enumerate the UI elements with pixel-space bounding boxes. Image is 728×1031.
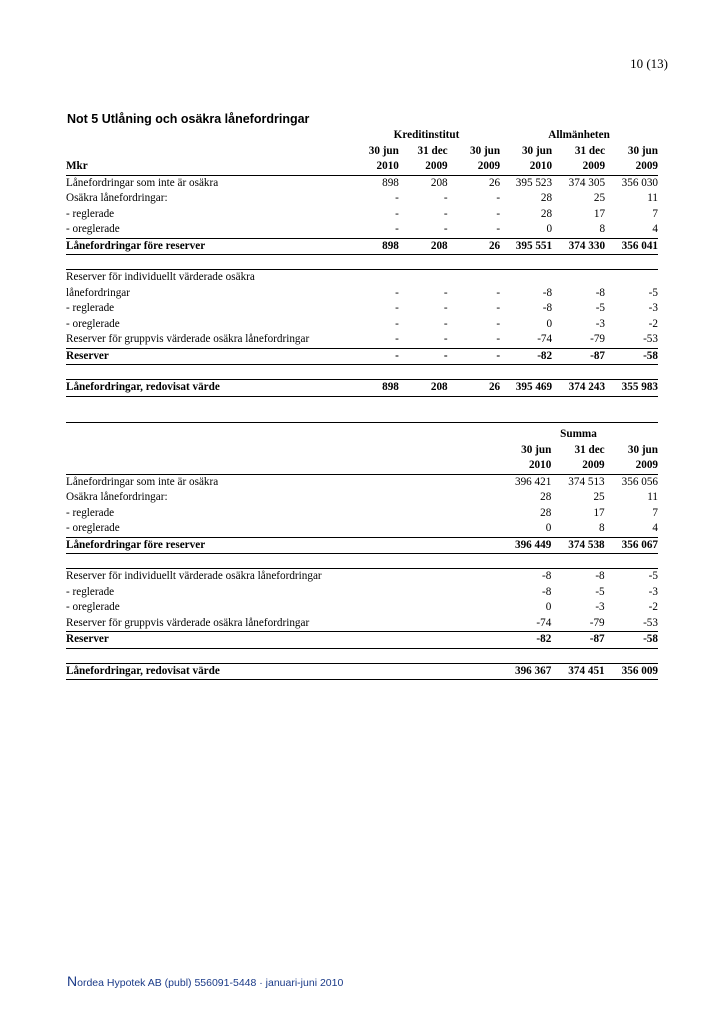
cell: 28 bbox=[540, 192, 553, 204]
footer-initial: N bbox=[67, 973, 78, 989]
cell: -79 bbox=[589, 616, 605, 629]
cell: 356 056 bbox=[621, 475, 658, 488]
cell: 8 bbox=[599, 522, 605, 534]
table-row bbox=[66, 600, 658, 616]
unit-label: Mkr bbox=[66, 159, 353, 175]
year-header-row bbox=[66, 159, 658, 175]
cell: - bbox=[448, 348, 500, 365]
month-header: 30 jun bbox=[469, 144, 501, 157]
cell: -58 bbox=[605, 348, 658, 365]
cell: 7 bbox=[652, 207, 658, 220]
cell: 396 421 bbox=[514, 475, 552, 488]
cell: - bbox=[395, 192, 399, 204]
cell: 28 bbox=[540, 506, 552, 519]
row-label: Lånefordringar före reserver bbox=[66, 537, 499, 554]
cell: 396 449 bbox=[499, 537, 551, 554]
group-allmanheten: Allmänheten bbox=[548, 129, 610, 141]
cell: - bbox=[443, 302, 448, 314]
year-header: 2009 bbox=[552, 159, 605, 175]
year-header: 2009 bbox=[605, 458, 658, 474]
cell: 395 523 bbox=[515, 176, 553, 189]
cell: 374 538 bbox=[551, 537, 604, 554]
table-row bbox=[66, 207, 658, 223]
cell: 17 bbox=[593, 506, 605, 519]
cell: - bbox=[443, 207, 448, 220]
note-title: Not 5 Utlåning och osäkra lånefordringar bbox=[67, 112, 310, 126]
table-row bbox=[66, 474, 658, 490]
year-header: 2010 bbox=[353, 159, 399, 175]
row-label: Lånefordringar, redovisat värde bbox=[66, 380, 353, 397]
cell: -87 bbox=[551, 632, 604, 649]
cell: - bbox=[395, 302, 399, 314]
month-header: 30 jun bbox=[521, 443, 552, 456]
row-label: - reglerade bbox=[66, 585, 115, 598]
row-label: Reserver bbox=[66, 632, 499, 649]
cell: -2 bbox=[648, 601, 658, 613]
month-header: 30 jun bbox=[627, 144, 658, 157]
cell: -87 bbox=[552, 348, 605, 365]
cell: -58 bbox=[605, 632, 658, 649]
group-header-row bbox=[66, 427, 658, 443]
cell: 26 bbox=[488, 176, 501, 189]
row-label: Reserver bbox=[66, 348, 353, 365]
row-label: Osäkra lånefordringar: bbox=[66, 491, 168, 503]
total-row bbox=[66, 663, 658, 680]
spacer-row bbox=[66, 648, 658, 663]
cell: - bbox=[353, 348, 399, 365]
table-row bbox=[66, 301, 658, 317]
cell: - bbox=[395, 223, 399, 235]
month-header: 31 dec bbox=[574, 144, 606, 157]
cell: -5 bbox=[595, 302, 606, 314]
table-row bbox=[66, 286, 658, 302]
loans-table-2 bbox=[66, 422, 658, 680]
cell: 26 bbox=[448, 380, 500, 397]
row-label: - oreglerade bbox=[66, 223, 120, 235]
table-row bbox=[66, 490, 658, 506]
cell: 356 041 bbox=[605, 238, 658, 255]
month-header: 31 dec bbox=[574, 443, 605, 456]
cell: - bbox=[395, 333, 399, 345]
table-row bbox=[66, 317, 658, 333]
table-row bbox=[66, 521, 658, 537]
subtotal-row bbox=[66, 348, 658, 365]
cell: -3 bbox=[595, 317, 606, 330]
cell: 8 bbox=[599, 223, 606, 235]
row-label: - reglerade bbox=[66, 207, 115, 220]
cell: 25 bbox=[593, 491, 605, 503]
cell: - bbox=[443, 192, 448, 204]
cell: 395 551 bbox=[500, 238, 552, 255]
cell: - bbox=[443, 223, 448, 235]
cell: -5 bbox=[648, 286, 658, 299]
cell: -8 bbox=[542, 302, 553, 314]
row-label: Lånefordringar som inte är osäkra bbox=[66, 475, 219, 488]
month-header: 31 dec bbox=[417, 144, 448, 157]
cell: 355 983 bbox=[605, 380, 658, 397]
row-label: - reglerade bbox=[66, 506, 115, 519]
row-label: - oreglerade bbox=[66, 522, 120, 534]
year-header: 2009 bbox=[448, 159, 500, 175]
row-label: lånefordringar bbox=[66, 286, 130, 299]
table-row bbox=[66, 569, 658, 585]
cell: - bbox=[443, 317, 448, 330]
cell: -82 bbox=[499, 632, 551, 649]
row-label: - reglerade bbox=[66, 302, 115, 314]
cell: 0 bbox=[546, 317, 553, 330]
cell: -3 bbox=[595, 601, 605, 613]
cell: 28 bbox=[540, 491, 552, 503]
table-row bbox=[66, 175, 658, 191]
group-kreditinstitut: Kreditinstitut bbox=[393, 129, 460, 141]
year-header: 2010 bbox=[500, 159, 552, 175]
cell: 28 bbox=[540, 207, 553, 220]
cell: -8 bbox=[595, 570, 605, 582]
row-label: Reserver för individuellt värderade osäkra lånefordringar bbox=[66, 570, 322, 582]
cell: - bbox=[496, 333, 501, 345]
table-row bbox=[66, 506, 658, 522]
year-header-row bbox=[66, 458, 658, 474]
footer-text: ordea Hypotek AB (publ) 556091-5448 · januari-juni 2010 bbox=[77, 977, 344, 989]
cell: - bbox=[399, 348, 448, 365]
row-label: Reserver för individuellt värderade osäkra bbox=[66, 271, 255, 283]
table-row bbox=[66, 332, 658, 348]
cell: -74 bbox=[537, 333, 553, 345]
cell: -74 bbox=[536, 616, 552, 629]
cell: 898 bbox=[353, 380, 399, 397]
loans-table-1 bbox=[66, 128, 658, 397]
cell: -82 bbox=[500, 348, 552, 365]
cell: - bbox=[395, 317, 399, 330]
cell: 356 067 bbox=[605, 537, 658, 554]
cell: -8 bbox=[542, 585, 552, 598]
cell: -5 bbox=[648, 570, 658, 582]
cell: 0 bbox=[546, 223, 553, 235]
row-label: Osäkra lånefordringar: bbox=[66, 192, 168, 204]
row-label: Reserver för gruppvis värderade osäkra lånefordringar bbox=[66, 333, 310, 345]
cell: 0 bbox=[545, 601, 552, 613]
subtotal-row bbox=[66, 238, 658, 255]
cell: -8 bbox=[542, 570, 552, 582]
cell: 374 513 bbox=[568, 475, 605, 488]
cell: -3 bbox=[648, 302, 658, 314]
cell: 17 bbox=[593, 207, 606, 220]
month-header-row bbox=[66, 443, 658, 459]
cell: - bbox=[496, 207, 501, 220]
table-row bbox=[66, 222, 658, 238]
cell: - bbox=[496, 286, 501, 299]
year-header: 2009 bbox=[399, 159, 448, 175]
cell: -3 bbox=[648, 585, 658, 598]
total-row bbox=[66, 380, 658, 397]
cell: 396 367 bbox=[499, 663, 551, 680]
cell: 0 bbox=[545, 522, 552, 534]
cell: -8 bbox=[542, 286, 553, 299]
cell: -5 bbox=[595, 585, 605, 598]
cell: 374 305 bbox=[568, 176, 606, 189]
group-summa: Summa bbox=[560, 428, 597, 440]
table-row bbox=[66, 616, 658, 632]
row-label: Lånefordringar före reserver bbox=[66, 238, 353, 255]
cell: -2 bbox=[648, 317, 658, 330]
cell: 374 330 bbox=[552, 238, 605, 255]
table-row bbox=[66, 270, 658, 286]
cell: 7 bbox=[652, 506, 658, 519]
cell: -53 bbox=[643, 333, 658, 345]
cell: 356 009 bbox=[605, 663, 658, 680]
row-label: Lånefordringar, redovisat värde bbox=[66, 663, 499, 680]
cell: 4 bbox=[652, 522, 658, 534]
cell: 374 243 bbox=[552, 380, 605, 397]
row-label: - oreglerade bbox=[66, 601, 120, 613]
cell: 395 469 bbox=[500, 380, 552, 397]
year-header: 2010 bbox=[499, 458, 551, 474]
subtotal-row bbox=[66, 537, 658, 554]
cell: 356 030 bbox=[621, 176, 658, 189]
cell: - bbox=[395, 286, 399, 299]
year-header: 2009 bbox=[551, 458, 604, 474]
month-header: 30 jun bbox=[368, 144, 399, 157]
cell: -8 bbox=[595, 286, 606, 299]
cell: 25 bbox=[593, 192, 606, 204]
cell: -79 bbox=[590, 333, 606, 345]
cell: 208 bbox=[399, 238, 448, 255]
month-header-row bbox=[66, 144, 658, 160]
cell: 208 bbox=[430, 176, 448, 189]
month-header: 30 jun bbox=[521, 144, 553, 157]
table-row bbox=[66, 585, 658, 601]
cell: - bbox=[443, 286, 448, 299]
cell: - bbox=[496, 223, 501, 235]
cell: 898 bbox=[382, 176, 399, 189]
row-label: Reserver för gruppvis värderade osäkra lånefordringar bbox=[66, 616, 310, 629]
table-row bbox=[66, 191, 658, 207]
cell: 11 bbox=[647, 192, 658, 204]
cell: - bbox=[443, 333, 448, 345]
cell: 4 bbox=[652, 223, 658, 235]
cell: 11 bbox=[647, 491, 658, 503]
cell: - bbox=[395, 207, 399, 220]
subtotal-row bbox=[66, 632, 658, 649]
month-header: 30 jun bbox=[627, 443, 658, 456]
row-label: - oreglerade bbox=[66, 317, 120, 330]
year-header: 2009 bbox=[605, 159, 658, 175]
cell: - bbox=[496, 302, 501, 314]
page-number: 10 (13) bbox=[630, 56, 668, 71]
cell: -53 bbox=[643, 616, 658, 629]
row-label: Lånefordringar som inte är osäkra bbox=[66, 176, 219, 189]
spacer-row bbox=[66, 255, 658, 270]
spacer-row bbox=[66, 554, 658, 569]
cell: 898 bbox=[353, 238, 399, 255]
cell: 374 451 bbox=[551, 663, 604, 680]
cell: - bbox=[496, 192, 501, 204]
page-footer bbox=[67, 973, 343, 989]
cell: 208 bbox=[399, 380, 448, 397]
group-header-row bbox=[66, 128, 658, 144]
spacer-row bbox=[66, 365, 658, 380]
cell: - bbox=[496, 317, 501, 330]
cell: 26 bbox=[448, 238, 500, 255]
